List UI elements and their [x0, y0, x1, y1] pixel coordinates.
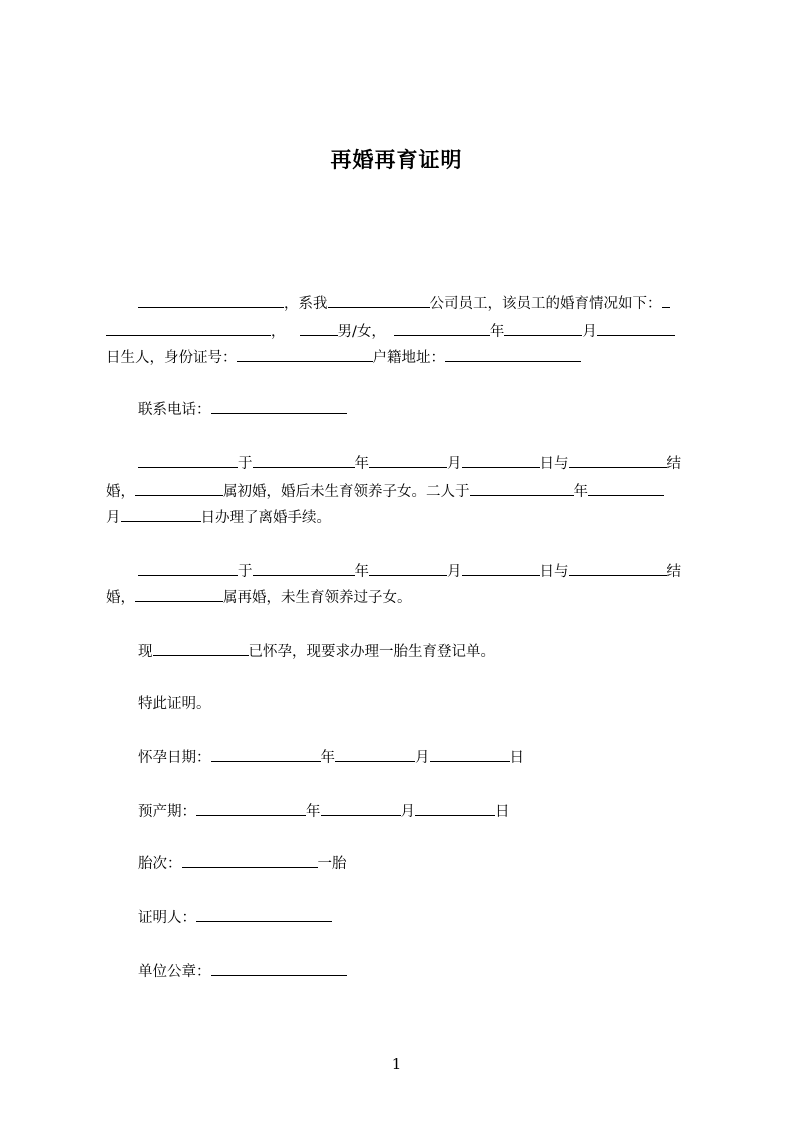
pregnancy-prefix: 现	[138, 644, 153, 660]
p2-spouse-name-field[interactable]	[135, 480, 223, 496]
id-number-field[interactable]	[237, 346, 373, 362]
witness-line	[138, 906, 332, 928]
paragraph-3-line-2	[106, 586, 412, 608]
p3-year-field[interactable]	[253, 560, 355, 576]
p3-spouse-name-field[interactable]	[135, 586, 223, 602]
p2-year-field[interactable]	[253, 452, 355, 468]
p3-month-field[interactable]	[369, 560, 447, 576]
year-label: 年	[354, 564, 369, 580]
month-label: 月	[415, 750, 430, 766]
birth-order-line	[138, 852, 347, 874]
certify-line	[138, 694, 211, 714]
p3-name-field[interactable]	[138, 560, 238, 576]
due-date-line	[138, 800, 510, 822]
pregnancy-month-field[interactable]	[335, 746, 415, 762]
paragraph-2-line-3	[106, 506, 331, 528]
contact-label: 联系电话：	[138, 402, 211, 418]
at-label: 于	[238, 564, 253, 580]
p2-month-field[interactable]	[369, 452, 447, 468]
at-label: 于	[238, 456, 253, 472]
p2-day-field[interactable]	[462, 452, 540, 468]
spacer	[386, 321, 394, 336]
unit-seal-label: 单位公章：	[138, 964, 211, 980]
pregnancy-date-label: 怀孕日期：	[138, 750, 211, 766]
p2-divorce-day-field[interactable]	[121, 506, 201, 522]
company-name-field[interactable]	[328, 292, 430, 308]
unit-seal-line	[138, 960, 347, 982]
system-suffix: ，系我	[284, 296, 328, 312]
pregnancy-line	[138, 640, 495, 662]
birth-order-field[interactable]	[182, 852, 318, 868]
day-with-label: 日与	[539, 456, 569, 472]
paragraph-3-line-1	[138, 560, 681, 582]
birth-order-value: 一胎	[317, 856, 347, 872]
paragraph-1-line-2	[106, 320, 675, 342]
marital-info-field[interactable]	[106, 320, 271, 336]
birth-order-label: 胎次：	[138, 856, 182, 872]
gender-field[interactable]	[300, 320, 338, 336]
document-title: 再婚再育证明	[330, 148, 463, 172]
p2-divorce-year-field[interactable]	[470, 480, 574, 496]
household-address-field[interactable]	[445, 346, 581, 362]
pregnancy-suffix: 已怀孕，现要求办理一胎生育登记单。	[248, 644, 495, 660]
unit-seal-field[interactable]	[211, 960, 347, 976]
certify-text: 特此证明。	[138, 696, 211, 712]
p3-day-field[interactable]	[462, 560, 540, 576]
month-label: 月	[447, 456, 462, 472]
birth-day-field[interactable]	[597, 320, 675, 336]
pregnancy-year-field[interactable]	[211, 746, 321, 762]
birth-year-field[interactable]	[394, 320, 490, 336]
month-label: 月	[106, 510, 121, 526]
divorce-text: 日办理了离婚手续。	[200, 510, 331, 526]
contact-line	[138, 398, 347, 420]
married-label: 结	[666, 564, 681, 580]
pregnancy-day-field[interactable]	[430, 746, 510, 762]
month-label: 月	[400, 804, 415, 820]
year-label: 年	[320, 750, 335, 766]
page-number: 1	[391, 1055, 402, 1073]
employee-name-field[interactable]	[138, 292, 284, 308]
contact-phone-field[interactable]	[211, 398, 347, 414]
status-text: 属初婚，婚后未生育领养子女。二人于	[223, 484, 470, 500]
due-date-label: 预产期：	[138, 804, 196, 820]
due-month-field[interactable]	[321, 800, 401, 816]
status-text: 属再婚，未生育领养过子女。	[223, 590, 412, 606]
paragraph-1-line-3	[106, 346, 581, 368]
pregnant-person-field[interactable]	[153, 640, 249, 656]
household-label: 户籍地址：	[372, 350, 445, 366]
paragraph-1-line-1	[138, 292, 670, 314]
married-label-2: 婚，	[106, 590, 135, 606]
p2-divorce-month-field[interactable]	[588, 480, 664, 496]
birth-month-field[interactable]	[504, 320, 582, 336]
witness-label: 证明人：	[138, 910, 196, 926]
spacer	[286, 321, 300, 336]
pregnancy-date-line	[138, 746, 524, 768]
company-suffix: 公司员工，该员工的婚育情况如下：	[429, 296, 662, 312]
marital-info-field-start[interactable]	[662, 292, 670, 308]
month-label: 月	[447, 564, 462, 580]
year-label: 年	[489, 324, 505, 340]
year-label: 年	[573, 484, 588, 500]
due-year-field[interactable]	[196, 800, 306, 816]
p2-spouse-field[interactable]	[569, 452, 667, 468]
day-with-label: 日与	[539, 564, 569, 580]
p3-spouse-field[interactable]	[569, 560, 667, 576]
day-label: 日	[495, 804, 510, 820]
married-label-2: 婚，	[106, 484, 135, 500]
month-label: 月	[582, 324, 597, 340]
comma: ，	[271, 324, 286, 340]
year-label: 年	[354, 456, 369, 472]
due-day-field[interactable]	[415, 800, 495, 816]
day-label: 日	[509, 750, 524, 766]
gender-options: 男/女，	[337, 324, 386, 340]
paragraph-2-line-2	[106, 480, 664, 502]
p2-name-field[interactable]	[138, 452, 238, 468]
born-label: 日生人，身份证号：	[106, 350, 237, 366]
married-label: 结	[666, 456, 681, 472]
witness-field[interactable]	[196, 906, 332, 922]
paragraph-2-line-1	[138, 452, 681, 474]
year-label: 年	[306, 804, 321, 820]
